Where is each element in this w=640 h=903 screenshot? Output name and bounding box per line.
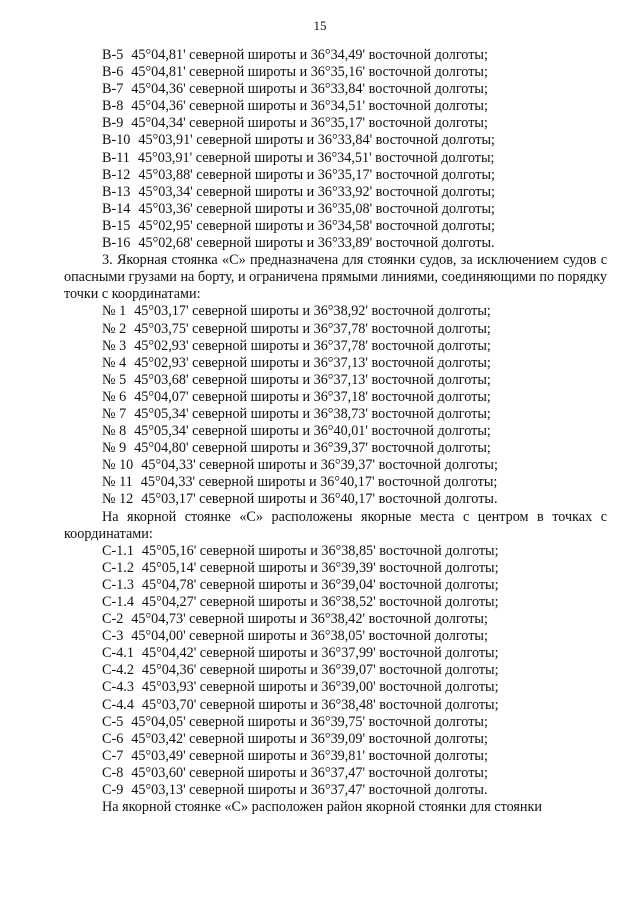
coordinate-text: 45°04,36' северной широты и 36°34,51' восточной долготы; <box>131 98 488 115</box>
point-code: С-6 <box>102 730 124 747</box>
point-code: С-1.2 <box>102 559 134 576</box>
coordinate-line <box>64 748 607 765</box>
coordinate-text: 45°05,34' северной широты и 36°38,73' восточной долготы; <box>134 405 491 422</box>
coordinate-text: 45°05,34' северной широты и 36°40,01' восточной долготы; <box>134 423 491 440</box>
point-code: № 1 <box>102 303 127 320</box>
coordinate-text: 45°03,42' северной широты и 36°39,09' восточной долготы; <box>131 730 488 747</box>
coordinate-line <box>64 697 607 714</box>
coordinate-line <box>64 765 607 782</box>
point-code: В-16 <box>102 235 131 252</box>
point-code: В-5 <box>102 47 124 63</box>
point-code: С-8 <box>102 764 124 781</box>
coordinate-text: 45°04,73' северной широты и 36°38,42' восточной долготы; <box>131 611 488 628</box>
paragraph-anchorage-area: На якорной стоянке «С» расположен район якорной стоянки для стоянки <box>102 799 543 816</box>
coordinate-text: 45°02,68' северной широты и 36°33,89' восточной долготы. <box>138 235 495 252</box>
coordinate-text: 45°04,34' северной широты и 36°35,17' восточной долготы; <box>131 115 488 132</box>
coordinate-text: 45°03,93' северной широты и 36°39,00' восточной долготы; <box>141 679 499 696</box>
coordinate-line <box>64 389 607 406</box>
point-code: С-1.3 <box>102 576 134 593</box>
point-code: В-7 <box>102 81 124 98</box>
coordinate-line <box>64 201 607 218</box>
point-code: С-3 <box>102 628 124 645</box>
coordinate-line <box>64 560 607 577</box>
coordinate-text: 45°03,36' северной широты и 36°35,08' восточной долготы; <box>138 200 495 217</box>
coordinate-line <box>64 731 607 748</box>
coordinate-line <box>64 423 607 440</box>
coordinate-text: 45°03,75' северной широты и 36°37,78' восточной долготы; <box>134 320 491 337</box>
coordinate-text: 45°04,33' северной широты и 36°40,17' восточной долготы; <box>140 474 498 491</box>
coordinate-text: 45°04,81' северной широты и 36°35,16' восточной долготы; <box>131 64 488 81</box>
coordinate-line <box>64 457 607 474</box>
point-code: № 3 <box>102 337 127 354</box>
coordinates-list-c <box>64 543 607 799</box>
point-code: В-6 <box>102 64 124 81</box>
point-code: № 4 <box>102 354 127 371</box>
coordinate-text: 45°04,36' северной широты и 36°33,84' восточной долготы; <box>131 81 488 98</box>
coordinate-text: 45°04,33' северной широты и 36°39,37' восточной долготы; <box>141 457 498 474</box>
coordinate-line <box>64 98 607 115</box>
coordinate-line <box>64 47 607 64</box>
coordinate-line <box>64 611 607 628</box>
coordinate-line <box>64 167 607 184</box>
point-code: С-1.4 <box>102 594 134 610</box>
coordinate-line <box>64 235 607 252</box>
coordinate-text: 45°03,91' северной широты и 36°33,84' восточной долготы; <box>138 132 495 149</box>
point-code: С-4.3 <box>102 679 134 696</box>
coordinate-text: 45°03,17' северной широты и 36°38,92' восточной долготы; <box>134 303 491 320</box>
point-code: № 12 <box>102 491 134 508</box>
coordinate-line <box>64 594 607 611</box>
paragraph-anchorage-c: 3. Якорная стоянка «С» предназначена для стоянки судов, за исключением судов с опасными грузами на борту, и ограничена прямыми линиями, соединяющими по порядку точки с координатами: <box>64 252 607 303</box>
coordinate-line <box>64 662 607 679</box>
coordinate-text: 45°04,81' северной широты и 36°34,49' восточной долготы; <box>131 47 488 63</box>
coordinate-text: 45°04,80' северной широты и 36°39,37' восточной долготы; <box>134 440 491 457</box>
point-code: В-14 <box>102 200 131 217</box>
coordinate-text: 45°04,36' северной широты и 36°39,07' восточной долготы; <box>141 662 499 679</box>
coordinate-line <box>64 645 607 662</box>
point-code: № 10 <box>102 457 134 474</box>
coordinate-text: 45°05,14' северной широты и 36°39,39' восточной долготы; <box>141 559 499 576</box>
coordinate-line <box>64 64 607 81</box>
coordinate-text: 45°03,17' северной широты и 36°40,17' восточной долготы. <box>141 491 498 508</box>
coordinate-text: 45°04,78' северной широты и 36°39,04' восточной долготы; <box>141 576 499 593</box>
point-code: С-2 <box>102 611 124 628</box>
point-code: № 2 <box>102 320 127 337</box>
document-body <box>64 47 607 816</box>
coordinates-list-boundary <box>64 303 607 508</box>
coordinate-text: 45°03,70' северной широты и 36°38,48' восточной долготы; <box>141 696 499 713</box>
coordinate-line <box>64 338 607 355</box>
coordinate-line <box>64 782 607 799</box>
point-code: В-10 <box>102 132 131 149</box>
coordinate-line <box>64 184 607 201</box>
coordinate-line <box>64 115 607 132</box>
coordinate-line <box>64 132 607 149</box>
point-code: С-4.4 <box>102 696 134 713</box>
coordinate-line <box>64 406 607 423</box>
point-code: В-11 <box>102 149 130 166</box>
coordinate-line <box>64 81 607 98</box>
coordinate-line <box>64 577 607 594</box>
coordinates-list-b <box>64 47 607 252</box>
coordinate-line <box>64 474 607 491</box>
coordinate-text: 45°03,60' северной широты и 36°37,47' восточной долготы; <box>131 764 488 781</box>
coordinate-line <box>64 355 607 372</box>
coordinate-line <box>64 543 607 560</box>
point-code: № 11 <box>102 474 133 491</box>
page-number: 15 <box>313 18 327 33</box>
point-code: В-9 <box>102 115 124 132</box>
point-code: В-12 <box>102 166 131 183</box>
coordinate-line <box>64 491 607 508</box>
coordinate-text: 45°03,68' северной широты и 36°37,13' восточной долготы; <box>134 371 491 388</box>
point-code: № 7 <box>102 405 127 422</box>
coordinate-line <box>64 628 607 645</box>
coordinate-text: 45°03,88' северной широты и 36°35,17' восточной долготы; <box>138 166 495 183</box>
coordinate-text: 45°02,93' северной широты и 36°37,78' восточной долготы; <box>134 337 491 354</box>
coordinate-text: 45°04,42' северной широты и 36°37,99' восточной долготы; <box>141 645 499 662</box>
coordinate-text: 45°04,27' северной широты и 36°38,52' восточной долготы; <box>141 594 499 610</box>
coordinate-line <box>64 321 607 338</box>
coordinate-text: 45°03,13' северной широты и 36°37,47' восточной долготы. <box>131 782 488 799</box>
coordinate-line <box>64 303 607 320</box>
point-code: № 8 <box>102 423 127 440</box>
coordinate-text: 45°03,49' северной широты и 36°39,81' восточной долготы; <box>131 747 488 764</box>
point-code: № 9 <box>102 440 127 457</box>
coordinate-text: 45°04,00' северной широты и 36°38,05' восточной долготы; <box>131 628 488 645</box>
point-code: С-9 <box>102 782 124 799</box>
coordinate-line <box>64 679 607 696</box>
coordinate-line <box>64 440 607 457</box>
point-code: № 6 <box>102 388 127 405</box>
point-code: С-5 <box>102 713 124 730</box>
point-code: В-15 <box>102 217 131 234</box>
point-code: В-8 <box>102 98 124 115</box>
coordinate-text: 45°05,16' северной широты и 36°38,85' восточной долготы; <box>141 542 499 559</box>
point-code: С-7 <box>102 747 124 764</box>
coordinate-text: 45°02,93' северной широты и 36°37,13' восточной долготы; <box>134 354 491 371</box>
coordinate-line <box>64 372 607 389</box>
point-code: № 5 <box>102 371 127 388</box>
coordinate-line <box>64 218 607 235</box>
coordinate-text: 45°02,95' северной широты и 36°34,58' восточной долготы; <box>138 217 495 234</box>
point-code: В-13 <box>102 183 131 200</box>
point-code: С-4.2 <box>102 662 134 679</box>
coordinate-text: 45°03,34' северной широты и 36°33,92' восточной долготы; <box>138 183 495 200</box>
coordinate-text: 45°04,05' северной широты и 36°39,75' восточной долготы; <box>131 713 488 730</box>
coordinate-line <box>64 714 607 731</box>
coordinate-text: 45°04,07' северной широты и 36°37,18' восточной долготы; <box>134 388 491 405</box>
coordinate-line <box>64 150 607 167</box>
paragraph-anchor-places: На якорной стоянке «С» расположены якорные места с центром в точках с координатами: <box>64 508 607 542</box>
point-code: С-4.1 <box>102 645 134 662</box>
point-code: С-1.1 <box>102 542 134 559</box>
coordinate-text: 45°03,91' северной широты и 36°34,51' восточной долготы; <box>137 149 495 166</box>
